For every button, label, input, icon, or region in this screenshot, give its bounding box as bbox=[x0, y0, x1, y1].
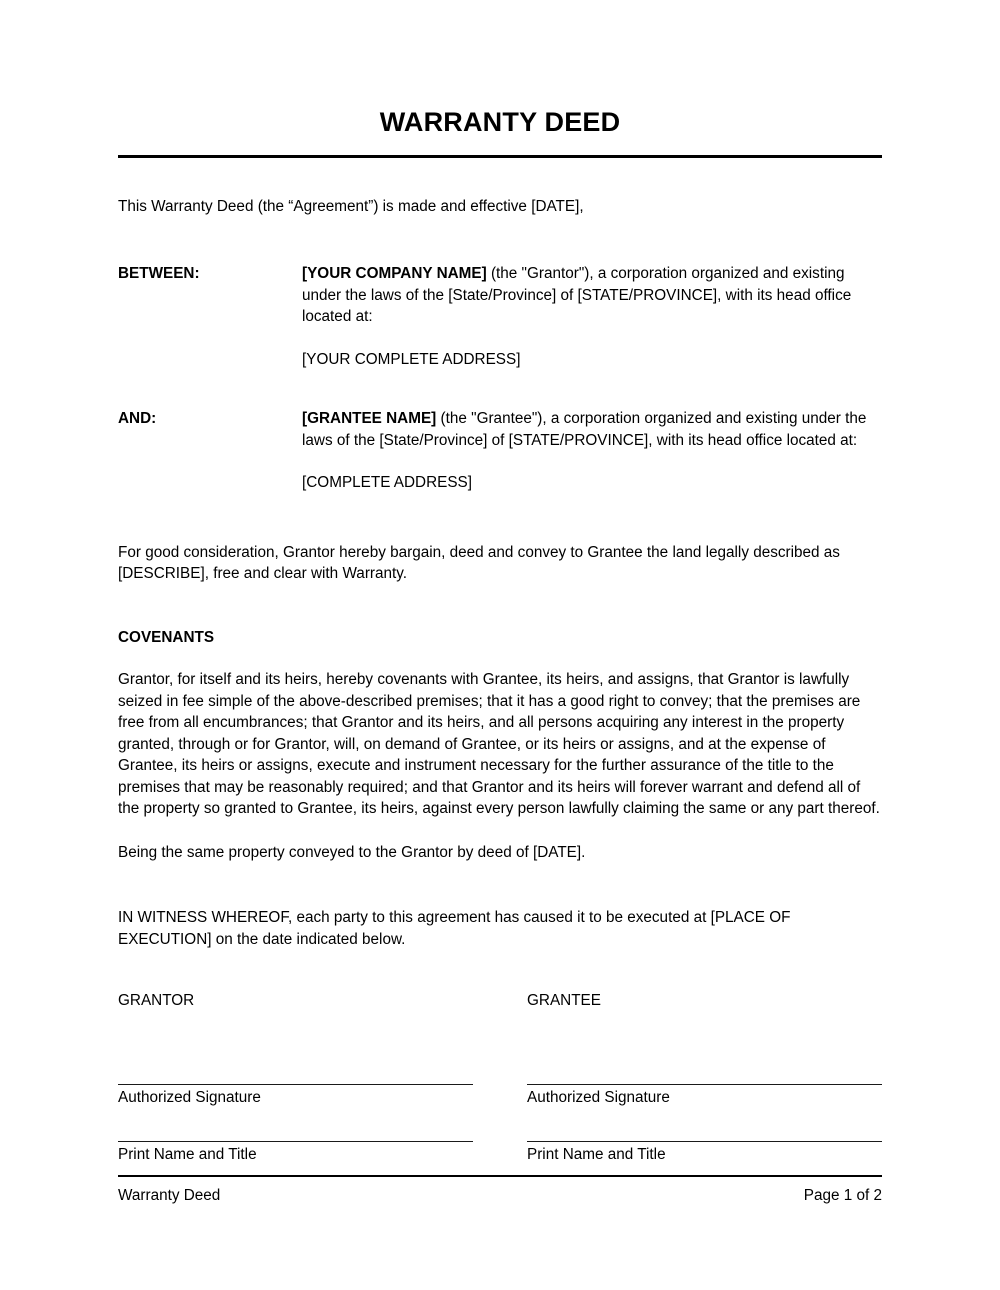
grantee-print-name-field[interactable] bbox=[527, 1141, 882, 1166]
grantor-authorized-signature-field[interactable] bbox=[118, 1084, 473, 1109]
grantor-print-name-caption: Print Name and Title bbox=[118, 1146, 257, 1164]
grantor-signature-caption: Authorized Signature bbox=[118, 1089, 261, 1107]
signature-heading-row bbox=[118, 990, 882, 1012]
grantee-heading: GRANTEE bbox=[527, 992, 601, 1010]
grantor-description: (the "Grantor"), a corporation organized and existing under the laws of the [State/Province] of [STATE/PROVINCE], with its head office located at: bbox=[302, 265, 852, 326]
footer-row bbox=[118, 1177, 882, 1207]
footer-page-number: Page 1 of 2 bbox=[803, 1187, 882, 1204]
title-divider bbox=[118, 155, 882, 158]
footer-document-name: Warranty Deed bbox=[118, 1187, 221, 1204]
grantee-signature-column bbox=[527, 990, 882, 1012]
grantee-description: (the "Grantee"), a corporation organized and existing under the laws of the [State/Province] of [STATE/PROVINCE], with its head office located at: bbox=[302, 410, 867, 449]
witness-paragraph: IN WITNESS WHEREOF, each party to this agreement has caused it to be executed at [PLACE OF EXECUTION] on the date indicated below. bbox=[118, 909, 791, 948]
print-name-row bbox=[118, 1141, 882, 1166]
grantee-address: [COMPLETE ADDRESS] bbox=[302, 474, 473, 492]
document-content bbox=[118, 0, 882, 1166]
party-and-label: AND: bbox=[118, 410, 157, 428]
page-footer bbox=[118, 1175, 882, 1207]
grantee-print-name-caption: Print Name and Title bbox=[527, 1146, 666, 1164]
grantor-name-placeholder: [YOUR COMPANY NAME] bbox=[302, 265, 487, 283]
grantor-print-name-field[interactable] bbox=[118, 1141, 473, 1166]
signature-block bbox=[118, 990, 882, 1166]
party-between-body bbox=[302, 263, 882, 370]
party-between-description-line bbox=[302, 263, 882, 328]
party-between bbox=[118, 263, 882, 370]
being-same-property-paragraph: Being the same property conveyed to the Grantor by deed of [DATE]. bbox=[118, 843, 586, 861]
intro-paragraph: This Warranty Deed (the “Agreement”) is made and effective [DATE], bbox=[118, 197, 584, 215]
party-and-body bbox=[302, 408, 882, 494]
grantee-name-placeholder: [GRANTEE NAME] bbox=[302, 410, 437, 428]
grantee-authorized-signature-field[interactable] bbox=[527, 1084, 882, 1109]
grantor-heading: GRANTOR bbox=[118, 992, 195, 1010]
authorized-signature-row bbox=[118, 1084, 882, 1109]
consideration-paragraph: For good consideration, Grantor hereby bargain, deed and convey to Grantee the land legally described as [DESCRIBE], free and clear with Warranty. bbox=[118, 543, 840, 583]
covenants-paragraph: Grantor, for itself and its heirs, hereby covenants with Grantee, its heirs, and assigns, that Grantor is lawfully seized in fee simple of the above-described premises; that it has a good right to convey; that the premises are free from all encumbrances; that Grantor and its heirs, and all persons acquiring any interest in the property granted, through or for Grantor, will, on demand of Grantee, or its heirs or assigns, and at the expense of Grantee, its heirs or assigns, execute and instrument necessary for the further assurance of the title to the premises that may be reasonably required; and that Grantor and its heirs will forever warrant and defend all of the property so granted to Grantee, its heirs, against every person lawfully claiming the same or any part thereof. bbox=[118, 671, 880, 818]
grantee-signature-caption: Authorized Signature bbox=[527, 1089, 670, 1107]
grantor-address: [YOUR COMPLETE ADDRESS] bbox=[302, 350, 521, 368]
party-and-description-line bbox=[302, 408, 882, 451]
covenants-heading: COVENANTS bbox=[118, 628, 215, 646]
party-between-label: BETWEEN: bbox=[118, 265, 200, 283]
grantor-signature-column bbox=[118, 990, 473, 1012]
page-title: WARRANTY DEED bbox=[379, 107, 621, 137]
party-and bbox=[118, 408, 882, 494]
